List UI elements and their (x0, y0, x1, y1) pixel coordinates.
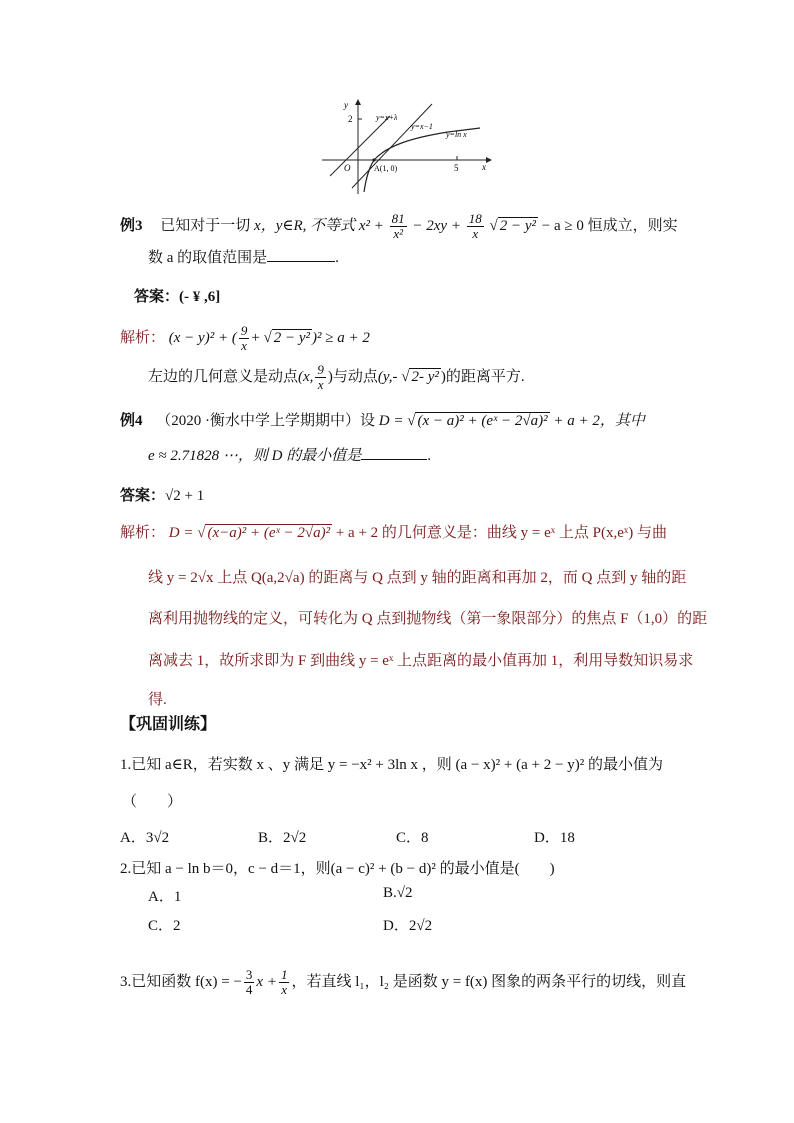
example-3-answer: 答案：(- ¥ ,6] (134, 289, 221, 305)
question-1-text: 1.已知 a∈R，若实数 x 、y 满足 y = −x² + 3ln x ，则 (a − x)² + (a + 2 − y)² 的最小值为 (120, 757, 663, 773)
question-3-text: 3.已知函数 f(x) = − $\frac{3}{4}$ x + $\frac{1}{x}$ ，若直线 l₁，l₂ 是函数 y = f(x) 图象的两条平行的切线，则直 (120, 967, 687, 998)
example-4-solution-line2: 线 y = 2√x 上点 Q(a,2√a) 的距离与 Q 点到 y 轴的距离和再加 2，而 Q 点到 y 轴的距 (148, 570, 687, 586)
example-4-line1: 例4 （2020 ·衡水中学上学期期中）设 D = √ (x − a)² + (eˣ − 2√a)² + a + 2，其中 (120, 413, 645, 429)
origin-label: O (344, 163, 351, 173)
example-4-solution-line5: 得. (148, 692, 167, 708)
fraction-18-x: $\frac{18}{x}$ (468, 211, 482, 242)
question-2-option-c[interactable]: C．2 (148, 918, 181, 934)
question-2-option-a[interactable]: A．1 (148, 889, 182, 905)
question-1-option-b[interactable]: B．2√2 (258, 830, 307, 846)
question-1-option-c[interactable]: C．8 (396, 830, 429, 846)
x-axis-label: x (482, 162, 486, 172)
question-1-option-d[interactable]: D．18 (534, 830, 575, 846)
example-4-solution-line3: 离利用抛物线的定义，可转化为 Q 点到抛物线（第一象限部分）的焦点 F（1,0）的距 (148, 611, 708, 627)
answer-blank[interactable] (267, 247, 335, 262)
example-3-solution: 解析： (x − y)² + ( $\frac{9}{x}$ + √ 2 − y² )² ≥ a + 2 (120, 323, 370, 354)
example-4-line2: e ≈ 2.71828 ⋯，则 D 的最小值是 . (148, 444, 431, 465)
question-2-option-d[interactable]: D．2√2 (383, 918, 433, 934)
example-3-solution-line2: 左边的几何意义是动点(x, $\frac{9}{x}$ )与动点(y,- √ 2- y² )的距离平方. (148, 362, 525, 393)
example-4-answer: 答案：√2 + 1 (120, 488, 205, 504)
example-4-solution-line1: 解析： D = √ (x−a)² + (eˣ − 2√a)² + a + 2 的几何意义是：曲线 y = eˣ 上点 P(x,eˣ) 与曲 (120, 525, 667, 541)
answer-blank[interactable] (361, 445, 427, 460)
curve-label: y=ln x (446, 130, 467, 139)
x-axis-arrow-icon (486, 157, 492, 163)
function-graph (318, 96, 492, 196)
example-4-label: 例4 (120, 413, 143, 429)
point-a-label: A(1, 0) (374, 164, 398, 173)
question-1-paren: （ ） (122, 794, 183, 810)
example-3-line1: 例3 已知对于一切 x，y∈R, 不等式 x² + $\frac{81}{\text{x²}}$ − 2xy + $\frac{18}{x}$ √ 2 − y² − a ≥ 0 恒成立，则实 (120, 211, 678, 242)
example-3-label: 例3 (120, 218, 143, 234)
line1-label: y=x+λ (376, 113, 398, 122)
section-title: 【巩固训练】 (120, 716, 217, 733)
y-axis-arrow-icon (355, 99, 361, 105)
example-4-solution-line4: 离减去 1，故所求即为 F 到曲线 y = eˣ 上点距离的最小值再加 1，利用导数知识易求 (148, 653, 694, 669)
y-axis-label: y (344, 100, 348, 110)
question-2-text: 2.已知 a − ln b＝0，c − d＝1，则(a − c)² + (b − d)² 的最小值是( ) (120, 861, 555, 877)
x-tick-label: 5 (454, 163, 459, 173)
question-2-option-b[interactable]: B.√2 (383, 885, 413, 901)
question-1-option-a[interactable]: A．3√2 (120, 830, 170, 846)
fraction-81-x2: $\frac{81}{\text{x²}}$ (391, 211, 405, 242)
y-tick-label: 2 (348, 114, 353, 124)
example-3-line2: 数 a 的取值范围是 . (148, 246, 339, 267)
line2-label: y=x−1 (411, 122, 433, 131)
